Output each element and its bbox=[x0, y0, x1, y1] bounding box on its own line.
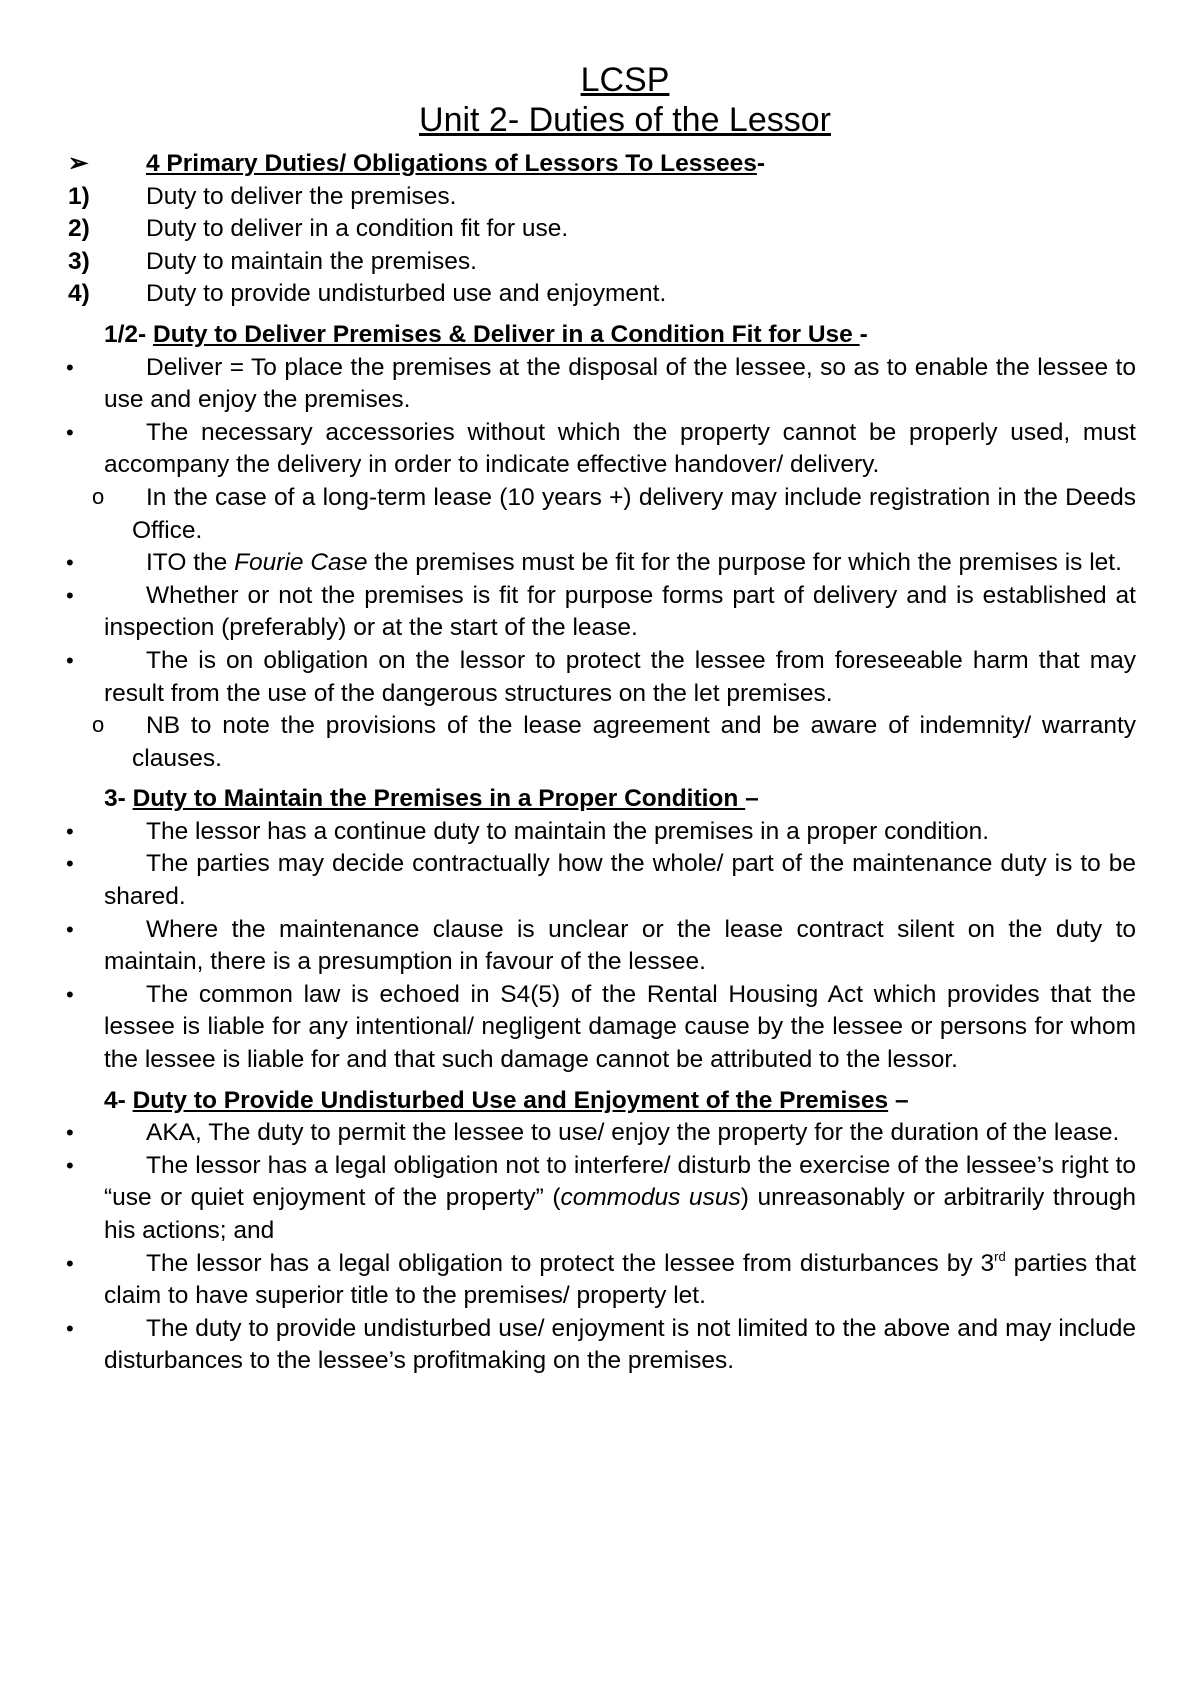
list-item: • The duty to provide undisturbed use/ enjoyment is not limited to the above and may include disturbances to the lessee’s profitmaking on the premises. bbox=[66, 1314, 1136, 1375]
bullet-icon: • bbox=[66, 1120, 74, 1146]
bullet-icon: • bbox=[66, 419, 74, 445]
title-block bbox=[50, 60, 1200, 140]
sub-bullet-icon: o bbox=[92, 483, 105, 509]
list-item: • The common law is echoed in S4(5) of the Rental Housing Act which provides that the lessee is liable for any intentional/ negligent damage cause by the lessee or persons for whom the lessee is liable for and that such damage cannot be attributed to the lessor. bbox=[66, 980, 1136, 1074]
list-item: • The is on obligation on the lessor to protect the lessee from foreseeable harm that may result from the use of the dangerous structures on the let premises. bbox=[66, 646, 1136, 707]
list-item: 3) Duty to maintain the premises. bbox=[68, 247, 477, 275]
list-item: • The parties may decide contractually how the whole/ part of the maintenance duty is to be shared. bbox=[66, 850, 1136, 911]
bullet-icon: • bbox=[66, 1152, 74, 1178]
bullet-icon: • bbox=[66, 550, 74, 576]
primary-duties-heading: ➢ 4 Primary Duties/ Obligations of Lessors To Lessees- bbox=[0, 148, 1200, 181]
bullet-icon: • bbox=[66, 582, 74, 608]
sub-list-item: o In the case of a long-term lease (10 years +) delivery may include registration in the Deeds Office. bbox=[0, 482, 1200, 547]
bullet-icon: • bbox=[66, 851, 74, 877]
list-item: • The lessor has a legal obligation not to interfere/ disturb the exercise of the lessee’s right to “use or quiet enjoyment of the property” (commodus usus) unreasonably or arbitrarily through his actions; and bbox=[66, 1151, 1136, 1244]
bullet-icon: • bbox=[66, 354, 74, 380]
list-item: • The necessary accessories without which the property cannot be properly used, must accompany the delivery in order to indicate effective handover/ delivery. bbox=[66, 418, 1136, 479]
primary-duties-heading-text: 4 Primary Duties/ Obligations of Lessors To Lessees bbox=[146, 150, 757, 177]
list-item: 1) Duty to deliver the premises. bbox=[68, 182, 457, 210]
list-item: 2) Duty to deliver in a condition fit for use. bbox=[68, 215, 569, 243]
case-name: Fourie Case bbox=[234, 549, 368, 577]
section-heading-enjoyment: 4- Duty to Provide Undisturbed Use and Enjoyment of the Premises – bbox=[104, 1086, 909, 1114]
bullet-icon: • bbox=[66, 1250, 74, 1276]
document-title: Unit 2- Duties of the Lessor bbox=[419, 101, 831, 139]
latin-term: commodus usus bbox=[560, 1184, 741, 1212]
sub-list-item: o NB to note the provisions of the lease agreement and be aware of indemnity/ warranty clauses. bbox=[0, 710, 1200, 775]
bullet-icon: • bbox=[66, 981, 74, 1007]
list-item: • Whether or not the premises is fit for purpose forms part of delivery and is established at inspection (preferably) or at the start of the lease. bbox=[66, 581, 1136, 642]
list-item: • Where the maintenance clause is unclear or the lease contract silent on the duty to maintain, there is a presumption in favour of the lessee. bbox=[66, 915, 1136, 976]
list-item: • Deliver = To place the premises at the disposal of the lessee, so as to enable the lessee to use and enjoy the premises. bbox=[66, 353, 1136, 414]
bullet-icon: • bbox=[66, 818, 74, 844]
arrow-bullet-icon: ➢ bbox=[68, 150, 89, 177]
list-item: • ITO the Fourie Case the premises must be fit for the purpose for which the premises is let. bbox=[0, 547, 1200, 580]
list-item: • The lessor has a continue duty to maintain the premises in a proper condition. bbox=[0, 816, 1200, 849]
bullet-icon: • bbox=[66, 1315, 74, 1341]
list-item: • The lessor has a legal obligation to protect the lessee from disturbances by 3rd parties that claim to have superior title to the premises/ property let. bbox=[66, 1248, 1137, 1310]
list-item: 4) Duty to provide undisturbed use and enjoyment. bbox=[68, 280, 667, 308]
section-heading-maintain: 3- Duty to Maintain the Premises in a Proper Condition – bbox=[104, 785, 759, 813]
document-code: LCSP bbox=[580, 61, 670, 99]
section-heading-delivery: 1/2- Duty to Deliver Premises & Deliver in a Condition Fit for Use - bbox=[104, 320, 868, 348]
bullet-icon: • bbox=[66, 916, 74, 942]
list-item: • AKA, The duty to permit the lessee to use/ enjoy the property for the duration of the lease. bbox=[0, 1117, 1200, 1150]
bullet-icon: • bbox=[66, 647, 74, 673]
sub-bullet-icon: o bbox=[92, 712, 105, 738]
